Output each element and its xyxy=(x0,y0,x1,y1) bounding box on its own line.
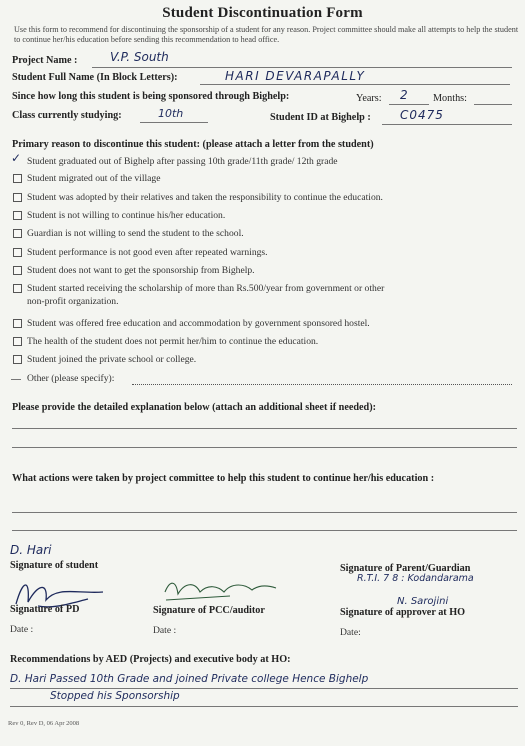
explanation-line-1[interactable] xyxy=(12,428,517,429)
recommendation-line-2: Stopped his Sponsorship xyxy=(50,690,180,702)
checkmark-icon: ✓ xyxy=(11,151,22,165)
reason-label: Student graduated out of Bighelp after passing 10th grade/11th grade/ 12th grade xyxy=(27,156,338,167)
class-label: Class currently studying: xyxy=(12,110,122,121)
explanation-line-2[interactable] xyxy=(12,447,517,448)
months-line xyxy=(474,104,512,105)
reasons-heading: Primary reason to discontinue this student: (please attach a letter from the student) xyxy=(12,139,374,150)
recommendations-heading: Recommendations by AED (Projects) and executive body at HO: xyxy=(10,654,291,665)
recommendation-rule-1 xyxy=(10,688,518,689)
reason-label: Guardian is not willing to send the student to the school. xyxy=(27,228,244,239)
years-line xyxy=(389,104,429,105)
pd-signature-label: Signature of PD xyxy=(10,604,80,615)
revision-note: Rev 0, Rev D, 06 Apr 2008 xyxy=(8,720,80,727)
reason-label: Student was adopted by their relatives and taken the responsibility to continue the education. xyxy=(27,192,383,203)
checkbox[interactable] xyxy=(13,211,22,220)
checkbox[interactable] xyxy=(13,174,22,183)
checkbox[interactable] xyxy=(13,337,22,346)
project-name-value[interactable]: V.P. South xyxy=(110,50,169,64)
reason-label-cont: non-profit organization. xyxy=(27,296,119,307)
checkbox[interactable] xyxy=(13,266,22,275)
reason-label: Student performance is not good even after repeated warnings. xyxy=(27,247,268,258)
class-value[interactable]: 10th xyxy=(158,107,184,120)
explanation-heading: Please provide the detailed explanation below (attach an additional sheet if needed): xyxy=(12,402,377,413)
class-line xyxy=(140,122,208,123)
months-label: Months: xyxy=(433,93,467,104)
parent-signature-label: Signature of Parent/Guardian xyxy=(340,563,471,574)
years-value[interactable]: 2 xyxy=(400,88,408,102)
actions-line-2[interactable] xyxy=(12,530,517,531)
years-label: Years: xyxy=(356,93,382,104)
student-id-line xyxy=(382,124,512,125)
reason-label: Student does not want to get the sponsorship from Bighelp. xyxy=(27,265,255,276)
actions-line-1[interactable] xyxy=(12,512,517,513)
approver-name: N. Sarojini xyxy=(397,596,449,607)
form-title: Student Discontinuation Form xyxy=(162,5,363,21)
pcc-signature-scrawl xyxy=(160,572,280,606)
pd-date-label: Date : xyxy=(10,624,34,635)
sponsored-label: Since how long this student is being sponsored through Bighelp: xyxy=(12,91,290,102)
checkbox[interactable] xyxy=(13,193,22,202)
project-name-line xyxy=(92,67,512,68)
reason-label: The health of the student does not permit her/him to continue the education. xyxy=(27,336,319,347)
reason-label: Student migrated out of the village xyxy=(27,173,161,184)
student-signature: D. Hari xyxy=(10,543,52,557)
student-name-line xyxy=(200,84,510,85)
reason-label: Student was offered free education and accommodation by government sponsored hostel. xyxy=(27,318,370,329)
student-name-label: Student Full Name (In Block Letters): xyxy=(12,72,178,83)
pcc-date-label: Date : xyxy=(153,625,177,636)
student-signature-label: Signature of student xyxy=(10,560,99,571)
approver-signature-label: Signature of approver at HO xyxy=(340,607,466,618)
project-name-label: Project Name : xyxy=(12,55,78,66)
student-id-value[interactable]: C0475 xyxy=(400,108,444,122)
pcc-signature-label: Signature of PCC/auditor xyxy=(153,605,265,616)
checkbox[interactable] xyxy=(13,284,22,293)
other-dash xyxy=(11,379,21,380)
parent-name: R.T.I. 7 8 : Kodandarama xyxy=(357,573,474,584)
form-intro: Use this form to recommend for discontinuing the sponsorship of a student for any reason. Project committee should make all attempts to help the student to continue her/his education before sending this recommendation to head office. xyxy=(14,25,519,44)
checkbox[interactable] xyxy=(13,229,22,238)
reason-label: Student joined the private school or college. xyxy=(27,354,197,365)
recommendation-line-1: D. Hari Passed 10th Grade and joined Private college Hence Bighelp xyxy=(10,673,369,685)
other-specify-line[interactable] xyxy=(132,384,512,385)
reason-label: Student started receiving the scholarship of more than Rs.500/year from government or other xyxy=(27,283,385,294)
checkbox[interactable] xyxy=(13,248,22,257)
reason-label: Student is not willing to continue his/her education. xyxy=(27,210,226,221)
student-name-value[interactable]: HARI DEVARAPALLY xyxy=(225,69,366,83)
approver-date-label: Date: xyxy=(340,627,361,638)
actions-heading: What actions were taken by project committee to help this student to continue her/his education : xyxy=(12,473,435,484)
reason-label: Other (please specify): xyxy=(27,373,115,384)
recommendation-rule-2 xyxy=(10,706,518,707)
checkbox[interactable] xyxy=(13,319,22,328)
student-id-label: Student ID at Bighelp : xyxy=(270,112,371,123)
checkbox[interactable] xyxy=(13,355,22,364)
